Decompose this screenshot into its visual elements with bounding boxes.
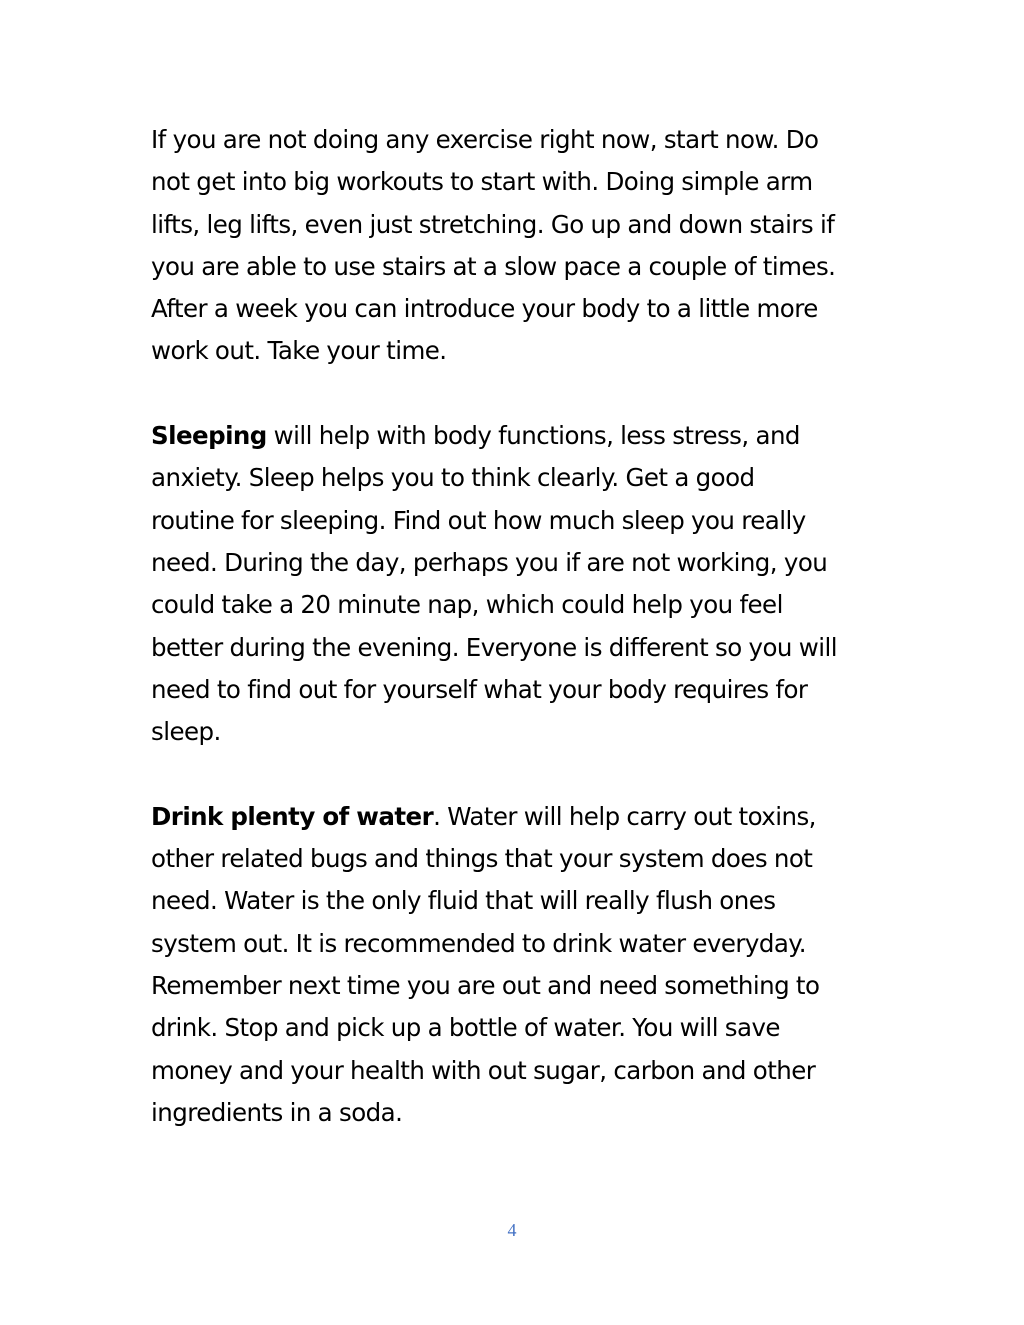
text-line: routine for sleeping. Find out how much sleep you really — [151, 505, 806, 535]
text-line: drink. Stop and pick up a bottle of water. You will save — [151, 1013, 780, 1043]
text-line: not get into big workouts to start with. Doing simple arm — [151, 167, 813, 197]
text-line: system out. It is recommended to drink water everyday. — [151, 928, 806, 958]
paragraph-sleeping — [151, 415, 881, 753]
text-line: need. During the day, perhaps you if are not working, you — [151, 547, 828, 577]
text-line: need. Water is the only fluid that will really flush ones — [151, 886, 776, 916]
text-line: ingredients in a soda. — [151, 1097, 403, 1127]
bold-heading-sleeping: Sleeping — [151, 421, 267, 451]
text-line: other related bugs and things that your system does not — [151, 844, 813, 874]
text-line: you are able to use stairs at a slow pace a couple of times. — [151, 251, 836, 281]
text-line: could take a 20 minute nap, which could help you feel — [151, 590, 783, 620]
bold-heading-water: Drink plenty of water — [151, 801, 434, 831]
paragraph-water — [151, 796, 881, 1134]
body-text — [151, 119, 881, 1134]
text-line — [151, 415, 881, 457]
text-line: lifts, leg lifts, even just stretching. Go up and down stairs if — [151, 209, 835, 239]
text-line: sleep. — [151, 717, 221, 747]
text-line: better during the evening. Everyone is different so you will — [151, 632, 838, 662]
text-line: work out. Take your time. — [151, 336, 447, 366]
text-line: Remember next time you are out and need something to — [151, 970, 820, 1000]
page-number: 4 — [507, 1220, 517, 1240]
text-run: . Water will help carry out toxins, — [433, 801, 816, 831]
text-line: After a week you can introduce your body to a little more — [151, 294, 818, 324]
text-line: money and your health with out sugar, carbon and other — [151, 1055, 816, 1085]
text-line: If you are not doing any exercise right now, start now. Do — [151, 125, 819, 154]
text-line — [151, 796, 881, 838]
paragraph-spacer — [151, 753, 881, 795]
paragraph-exercise — [151, 119, 881, 373]
text-line: anxiety. Sleep helps you to think clearly. Get a good — [151, 463, 755, 493]
paragraph-spacer — [151, 373, 881, 415]
text-line: need to find out for yourself what your body requires for — [151, 674, 808, 704]
text-run: will help with body functions, less stress, and — [266, 421, 800, 451]
